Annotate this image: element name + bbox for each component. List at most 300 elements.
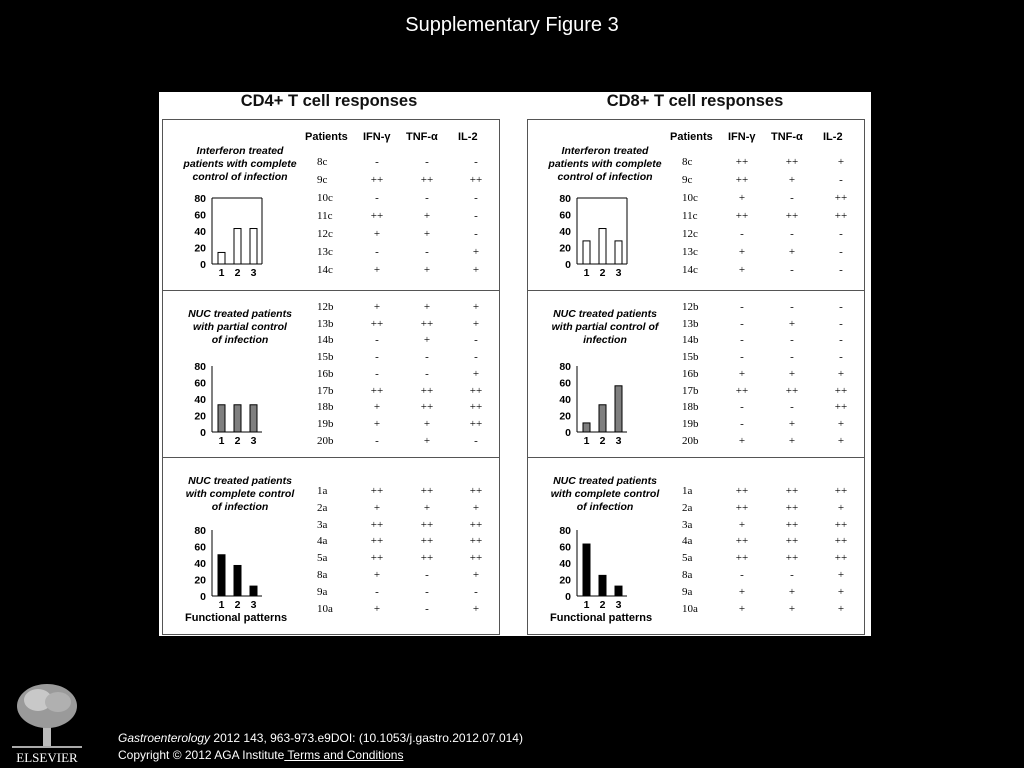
column-title: CD4+ T cell responses <box>240 92 418 110</box>
tnf-alpha-value: - <box>425 585 429 598</box>
ifn-gamma-value: ++ <box>735 384 749 397</box>
il2-value: + <box>472 246 480 258</box>
il2-value: + <box>472 602 480 615</box>
tnf-alpha-value: - <box>790 301 794 313</box>
ifn-gamma-value: ++ <box>370 535 384 548</box>
x-tick-label: 1 <box>218 267 225 279</box>
il2-value: + <box>837 585 845 598</box>
il2-value: ++ <box>834 192 848 204</box>
y-tick-label: 60 <box>194 377 206 390</box>
patient-id: 17b <box>317 384 334 397</box>
tnf-alpha-value: - <box>790 401 794 414</box>
x-tick-label: 1 <box>583 599 590 611</box>
patient-id: 13b <box>317 317 334 330</box>
tnf-alpha-value: ++ <box>785 485 799 497</box>
ifn-gamma-value: + <box>738 367 746 380</box>
il2-value: - <box>474 228 478 240</box>
patient-id: 15b <box>317 351 334 364</box>
patient-id: 10a <box>317 602 333 615</box>
patient-id: 8c <box>682 156 693 168</box>
x-tick-label: 3 <box>615 599 622 611</box>
panel-description-line: Interferon treated <box>196 145 284 157</box>
il2-value: + <box>472 264 480 276</box>
header-il2: IL-2 <box>823 131 843 143</box>
ifn-gamma-value: + <box>738 585 746 598</box>
y-tick-label: 60 <box>559 541 571 554</box>
bar <box>250 405 257 432</box>
patient-id: 3a <box>682 518 693 531</box>
x-tick-label: 2 <box>234 435 241 447</box>
bar <box>615 386 622 432</box>
bar <box>599 405 606 432</box>
tnf-alpha-value: + <box>423 210 431 222</box>
tnf-alpha-value: ++ <box>420 317 434 330</box>
tnf-alpha-value: ++ <box>785 156 799 168</box>
panel-description-line: of infection <box>576 501 634 513</box>
x-tick-label: 2 <box>599 599 606 611</box>
patient-id: 12c <box>682 228 698 240</box>
ifn-gamma-value: + <box>373 417 381 430</box>
panel-description-line: NUC treated patients <box>553 308 657 320</box>
header-ifn-gamma: IFN-γ <box>728 131 756 143</box>
x-tick-label: 3 <box>615 435 622 447</box>
patient-id: 10c <box>317 192 333 204</box>
il2-value: ++ <box>469 535 483 548</box>
ifn-gamma-value: ++ <box>735 485 749 497</box>
journal-name: Gastroenterology <box>118 731 211 745</box>
il2-value: - <box>839 334 843 347</box>
bar <box>234 229 241 264</box>
header-patients: Patients <box>670 131 713 143</box>
tnf-alpha-value: - <box>790 228 794 240</box>
tnf-alpha-value: - <box>425 569 429 581</box>
tnf-alpha-value: + <box>788 417 796 430</box>
panel-divider <box>162 290 500 291</box>
header-tnf-alpha: TNF-α <box>771 131 803 143</box>
il2-value: ++ <box>834 518 848 531</box>
ifn-gamma-value: + <box>738 434 746 447</box>
x-tick-label: 3 <box>250 599 257 611</box>
x-tick-label: 1 <box>218 599 225 611</box>
patient-id: 14c <box>317 264 333 276</box>
bar <box>615 586 622 596</box>
ifn-gamma-value: ++ <box>735 552 749 565</box>
tnf-alpha-value: ++ <box>420 535 434 548</box>
x-tick-label: 1 <box>583 267 590 279</box>
y-tick-label: 0 <box>565 591 571 603</box>
tnf-alpha-value: + <box>788 174 796 186</box>
ifn-gamma-value: ++ <box>370 384 384 397</box>
panel-description-line: of infection <box>211 334 269 346</box>
panel-description-line: patients with complete <box>183 158 297 170</box>
tnf-alpha-value: + <box>423 228 431 240</box>
il2-value: - <box>839 264 843 276</box>
patient-id: 19b <box>682 417 699 430</box>
patient-id: 15b <box>682 351 699 364</box>
il2-value: + <box>837 156 845 168</box>
y-tick-label: 80 <box>559 193 571 205</box>
tnf-alpha-value: - <box>790 334 794 347</box>
panel-description-line: infection <box>583 334 627 346</box>
tnf-alpha-value: - <box>790 264 794 276</box>
y-tick-label: 40 <box>194 558 206 570</box>
tnf-alpha-value: + <box>423 264 431 276</box>
panel-divider <box>527 290 865 291</box>
patient-id: 10c <box>682 192 698 204</box>
elsevier-logo <box>8 680 86 766</box>
tnf-alpha-value: + <box>788 434 796 447</box>
il2-value: ++ <box>469 552 483 565</box>
supplementary-figure <box>159 92 871 636</box>
panel-description-line: NUC treated patients <box>188 475 292 487</box>
il2-value: + <box>837 417 845 430</box>
patient-id: 2a <box>682 501 693 514</box>
ifn-gamma-value: - <box>740 317 744 330</box>
ifn-gamma-value: ++ <box>735 501 749 514</box>
x-tick-label: 2 <box>599 267 606 279</box>
patient-id: 20b <box>682 434 699 447</box>
header-tnf-alpha: TNF-α <box>406 131 438 143</box>
y-tick-label: 20 <box>194 410 206 423</box>
y-tick-label: 20 <box>194 574 206 587</box>
patient-id: 3a <box>317 518 328 531</box>
il2-value: - <box>839 351 843 364</box>
ifn-gamma-value: ++ <box>735 535 749 548</box>
x-tick-label: 2 <box>234 599 241 611</box>
il2-value: - <box>474 434 478 447</box>
il2-value: ++ <box>834 210 848 222</box>
tnf-alpha-value: ++ <box>420 384 434 397</box>
y-tick-label: 20 <box>559 574 571 587</box>
bar <box>218 252 225 264</box>
ifn-gamma-value: ++ <box>370 485 384 497</box>
panel-description-line: with complete control <box>550 488 660 500</box>
ifn-gamma-value: - <box>375 367 379 380</box>
il2-value: - <box>474 351 478 364</box>
svg-text:ELSEVIER: ELSEVIER <box>16 750 78 765</box>
y-tick-label: 40 <box>559 558 571 570</box>
bar-chart <box>549 193 629 284</box>
ifn-gamma-value: + <box>738 246 746 258</box>
ifn-gamma-value: - <box>375 246 379 258</box>
tnf-alpha-value: - <box>425 602 429 615</box>
copyright-text: Copyright © 2012 AGA Institute <box>118 748 285 762</box>
bar <box>583 544 590 596</box>
patient-id: 16b <box>317 367 334 380</box>
il2-value: - <box>474 334 478 347</box>
bar <box>218 555 225 596</box>
ifn-gamma-value: - <box>740 301 744 313</box>
ifn-gamma-value: - <box>740 351 744 364</box>
tnf-alpha-value: ++ <box>420 552 434 565</box>
ifn-gamma-value: + <box>373 602 381 615</box>
bar <box>583 423 590 432</box>
panel-description-line: patients with complete <box>548 158 662 170</box>
ifn-gamma-value: ++ <box>735 174 749 186</box>
patient-id: 8a <box>682 569 693 581</box>
y-tick-label: 80 <box>559 525 571 537</box>
tnf-alpha-value: - <box>425 246 429 258</box>
column-title: CD8+ T cell responses <box>606 92 784 110</box>
panel-description-line: Interferon treated <box>561 145 649 157</box>
y-tick-label: 80 <box>194 193 206 205</box>
ifn-gamma-value: ++ <box>370 552 384 565</box>
il2-value: ++ <box>469 401 483 414</box>
tnf-alpha-value: ++ <box>420 174 434 186</box>
x-tick-label: 3 <box>250 435 257 447</box>
tnf-alpha-value: + <box>423 334 431 347</box>
patient-id: 13c <box>317 246 333 258</box>
y-tick-label: 20 <box>559 242 571 255</box>
x-tick-label: 3 <box>615 267 622 279</box>
patient-id: 9a <box>682 585 693 598</box>
bar <box>583 241 590 264</box>
il2-value: + <box>472 501 480 514</box>
bar <box>599 229 606 264</box>
y-tick-label: 0 <box>565 259 571 271</box>
il2-value: + <box>472 569 480 581</box>
ifn-gamma-value: ++ <box>370 518 384 531</box>
il2-value: - <box>839 317 843 330</box>
ifn-gamma-value: + <box>738 518 746 531</box>
y-tick-label: 40 <box>559 226 571 238</box>
panel-description-line: control of infection <box>192 171 288 183</box>
il2-value: ++ <box>469 384 483 397</box>
patient-id: 8a <box>317 569 328 581</box>
il2-value: - <box>839 301 843 313</box>
panel-description-line: with partial control <box>193 321 287 333</box>
panel-divider <box>527 457 865 458</box>
il2-value: + <box>837 434 845 447</box>
panel-divider <box>162 457 500 458</box>
tnf-alpha-value: - <box>425 156 429 168</box>
il2-value: ++ <box>834 552 848 565</box>
x-tick-label: 2 <box>234 267 241 279</box>
patient-id: 13b <box>682 317 699 330</box>
il2-value: ++ <box>834 535 848 548</box>
patient-id: 12b <box>317 301 334 313</box>
y-tick-label: 0 <box>565 427 571 439</box>
terms-and-conditions-link[interactable]: Terms and Conditions <box>284 748 404 762</box>
tnf-alpha-value: + <box>423 417 431 430</box>
y-tick-label: 40 <box>194 226 206 238</box>
panel-description-line: control of infection <box>557 171 653 183</box>
il2-value: + <box>472 301 480 313</box>
bar-chart <box>549 361 629 452</box>
tnf-alpha-value: ++ <box>785 552 799 565</box>
ifn-gamma-value: - <box>375 585 379 598</box>
slide-title: Supplementary Figure 3 <box>405 14 619 36</box>
patient-id: 9a <box>317 585 328 598</box>
bar <box>234 565 241 596</box>
il2-value: ++ <box>834 384 848 397</box>
patient-id: 11c <box>317 210 333 222</box>
il2-value: ++ <box>834 401 848 414</box>
patient-id: 8c <box>317 156 328 168</box>
il2-value: - <box>474 192 478 204</box>
ifn-gamma-value: + <box>373 301 381 313</box>
ifn-gamma-value: - <box>375 434 379 447</box>
y-tick-label: 40 <box>559 394 571 406</box>
bar <box>250 229 257 264</box>
ifn-gamma-value: - <box>740 569 744 581</box>
il2-value: ++ <box>469 485 483 497</box>
patient-id: 14c <box>682 264 698 276</box>
ifn-gamma-value: ++ <box>735 210 749 222</box>
il2-value: - <box>839 246 843 258</box>
patient-id: 13c <box>682 246 698 258</box>
tnf-alpha-value: ++ <box>420 401 434 414</box>
y-tick-label: 0 <box>200 591 206 603</box>
patient-id: 14b <box>682 334 699 347</box>
patient-id: 1a <box>317 485 328 497</box>
panel-description-line: NUC treated patients <box>188 308 292 320</box>
il2-value: - <box>474 210 478 222</box>
citation <box>118 731 523 745</box>
bar <box>234 405 241 432</box>
functional-patterns-label: Functional patterns <box>185 612 288 624</box>
tnf-alpha-value: + <box>788 317 796 330</box>
citation-details: 2012 143, 963-973.e9DOI: (10.1053/j.gastro.2012.07.014) <box>210 731 523 745</box>
patient-id: 9c <box>317 174 328 186</box>
patient-id: 18b <box>317 401 334 414</box>
patient-id: 12c <box>317 228 333 240</box>
bar <box>599 575 606 596</box>
tnf-alpha-value: + <box>423 434 431 447</box>
copyright <box>118 748 403 762</box>
patient-id: 5a <box>682 552 693 565</box>
y-tick-label: 0 <box>200 259 206 271</box>
ifn-gamma-value: + <box>373 401 381 414</box>
tnf-alpha-value: ++ <box>420 485 434 497</box>
ifn-gamma-value: - <box>740 334 744 347</box>
y-tick-label: 80 <box>559 361 571 373</box>
ifn-gamma-value: - <box>740 228 744 240</box>
tnf-alpha-value: ++ <box>420 518 434 531</box>
ifn-gamma-value: ++ <box>370 210 384 222</box>
patient-id: 11c <box>682 210 698 222</box>
il2-value: + <box>472 367 480 380</box>
tnf-alpha-value: + <box>788 246 796 258</box>
il2-value: + <box>472 317 480 330</box>
il2-value: - <box>474 585 478 598</box>
patient-id: 2a <box>317 501 328 514</box>
tnf-alpha-value: ++ <box>785 535 799 548</box>
x-tick-label: 3 <box>250 267 257 279</box>
patient-id: 20b <box>317 434 334 447</box>
tnf-alpha-value: + <box>423 301 431 313</box>
tnf-alpha-value: + <box>788 367 796 380</box>
tnf-alpha-value: ++ <box>785 384 799 397</box>
patient-id: 9c <box>682 174 693 186</box>
il2-value: ++ <box>469 174 483 186</box>
tnf-alpha-value: + <box>788 585 796 598</box>
patient-id: 5a <box>317 552 328 565</box>
tnf-alpha-value: ++ <box>785 210 799 222</box>
patient-id: 19b <box>317 417 334 430</box>
header-patients: Patients <box>305 131 348 143</box>
patient-id: 16b <box>682 367 699 380</box>
ifn-gamma-value: + <box>373 228 381 240</box>
panel-description-line: NUC treated patients <box>553 475 657 487</box>
ifn-gamma-value: ++ <box>370 174 384 186</box>
y-tick-label: 80 <box>194 361 206 373</box>
il2-value: - <box>839 228 843 240</box>
tnf-alpha-value: + <box>423 501 431 514</box>
patient-id: 10a <box>682 602 698 615</box>
y-tick-label: 60 <box>559 209 571 222</box>
patient-id: 1a <box>682 485 693 497</box>
ifn-gamma-value: ++ <box>735 156 749 168</box>
ifn-gamma-value: + <box>373 501 381 514</box>
y-tick-label: 60 <box>194 209 206 222</box>
tnf-alpha-value: - <box>790 351 794 364</box>
il2-value: + <box>837 602 845 615</box>
patient-id: 14b <box>317 334 334 347</box>
bar <box>615 241 622 264</box>
bar <box>218 405 225 432</box>
patient-id: 12b <box>682 301 699 313</box>
il2-value: ++ <box>469 518 483 531</box>
ifn-gamma-value: - <box>740 417 744 430</box>
tnf-alpha-value: + <box>788 602 796 615</box>
panel-description-line: with complete control <box>185 488 295 500</box>
y-tick-label: 20 <box>194 242 206 255</box>
x-tick-label: 1 <box>583 435 590 447</box>
bar-chart <box>184 193 264 284</box>
il2-value: - <box>474 156 478 168</box>
tnf-alpha-value: - <box>425 192 429 204</box>
il2-value: + <box>837 367 845 380</box>
ifn-gamma-value: + <box>373 264 381 276</box>
tnf-alpha-value: - <box>425 351 429 364</box>
ifn-gamma-value: - <box>375 351 379 364</box>
y-tick-label: 60 <box>194 541 206 554</box>
tnf-alpha-value: ++ <box>785 518 799 531</box>
patient-id: 17b <box>682 384 699 397</box>
y-tick-label: 40 <box>194 394 206 406</box>
bar-chart <box>549 525 629 616</box>
ifn-gamma-value: - <box>375 192 379 204</box>
header-il2: IL-2 <box>458 131 478 143</box>
tnf-alpha-value: - <box>790 569 794 581</box>
ifn-gamma-value: - <box>375 334 379 347</box>
y-tick-label: 20 <box>559 410 571 423</box>
bar-chart <box>184 361 264 452</box>
il2-value: ++ <box>834 485 848 497</box>
bar <box>250 586 257 596</box>
patient-id: 18b <box>682 401 699 414</box>
ifn-gamma-value: + <box>738 602 746 615</box>
tnf-alpha-value: ++ <box>785 501 799 514</box>
y-tick-label: 0 <box>200 427 206 439</box>
x-tick-label: 1 <box>218 435 225 447</box>
panel-description-line: with partial control of <box>551 321 659 333</box>
ifn-gamma-value: + <box>738 192 746 204</box>
il2-value: - <box>839 174 843 186</box>
ifn-gamma-value: - <box>740 401 744 414</box>
bar-chart <box>184 525 264 616</box>
il2-value: + <box>837 501 845 514</box>
header-ifn-gamma: IFN-γ <box>363 131 391 143</box>
functional-patterns-label: Functional patterns <box>550 612 653 624</box>
ifn-gamma-value: + <box>373 569 381 581</box>
ifn-gamma-value: + <box>738 264 746 276</box>
y-tick-label: 60 <box>559 377 571 390</box>
tnf-alpha-value: - <box>425 367 429 380</box>
il2-value: + <box>837 569 845 581</box>
tnf-alpha-value: - <box>790 192 794 204</box>
